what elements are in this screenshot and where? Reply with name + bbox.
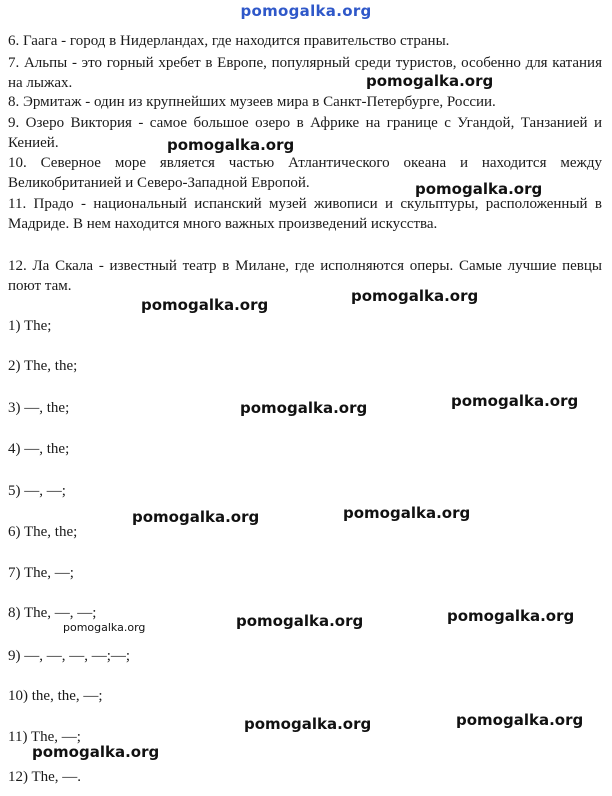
watermark: pomogalka.org [240,399,368,417]
watermark: pomogalka.org [366,72,494,90]
watermark: pomogalka.org [415,180,543,198]
answer-7: 7) The, —; [8,565,74,581]
watermark: pomogalka.org [343,504,471,522]
watermark: pomogalka.org [141,296,269,314]
paragraph-8: 8. Эрмитаж - один из крупнейших музеев мира в Санкт-Петербурге, России. [8,94,496,110]
answer-3: 3) —, the; [8,400,70,416]
paragraph-7: 7. Альпы - это горный хребет в Европе, популярный среди туристов, особенно для катания на лыжах. [8,55,602,91]
paragraph-9: 9. Озеро Виктория - самое большое озеро в Африке на границе с Угандой, Танзанией и Кенией. [8,115,602,151]
watermark: pomogalka.org [351,287,479,305]
watermark: pomogalka.org [451,392,579,410]
answer-10: 10) the, the, —; [8,688,103,704]
watermark: pomogalka.org [447,607,575,625]
watermark: pomogalka.org [63,621,146,634]
watermark: pomogalka.org [244,715,372,733]
answer-2: 2) The, the; [8,358,78,374]
answer-12: 12) The, —. [8,769,82,785]
watermark: pomogalka.org [456,711,584,729]
paragraph-11: 11. Прадо - национальный испанский музей живописи и скульптуры, расположенный в Мадриде. В нем находится много важных произведений искусства. [8,196,602,232]
answer-6: 6) The, the; [8,524,78,540]
answer-4: 4) —, the; [8,441,70,457]
paragraph-10: 10. Северное море является частью Атлантического океана и находится между Великобританией и Северо-Западной Европой. [8,155,602,191]
watermark: pomogalka.org [132,508,260,526]
answer-8: 8) The, —, —; [8,605,97,621]
answer-1: 1) The; [8,318,52,334]
watermark: pomogalka.org [236,612,364,630]
watermark: pomogalka.org [32,743,160,761]
paragraph-12: 12. Ла Скала - известный театр в Милане, где исполняются оперы. Самые лучшие певцы поют там. [8,258,602,294]
header-watermark: pomogalka.org [240,2,372,20]
answer-5: 5) —, —; [8,483,66,499]
watermark: pomogalka.org [167,136,295,154]
paragraph-6: 6. Гаага - город в Нидерландах, где находится правительство страны. [8,33,450,49]
answer-11: 11) The, —; [8,729,81,745]
answer-9: 9) —, —, —, —;—; [8,648,131,664]
